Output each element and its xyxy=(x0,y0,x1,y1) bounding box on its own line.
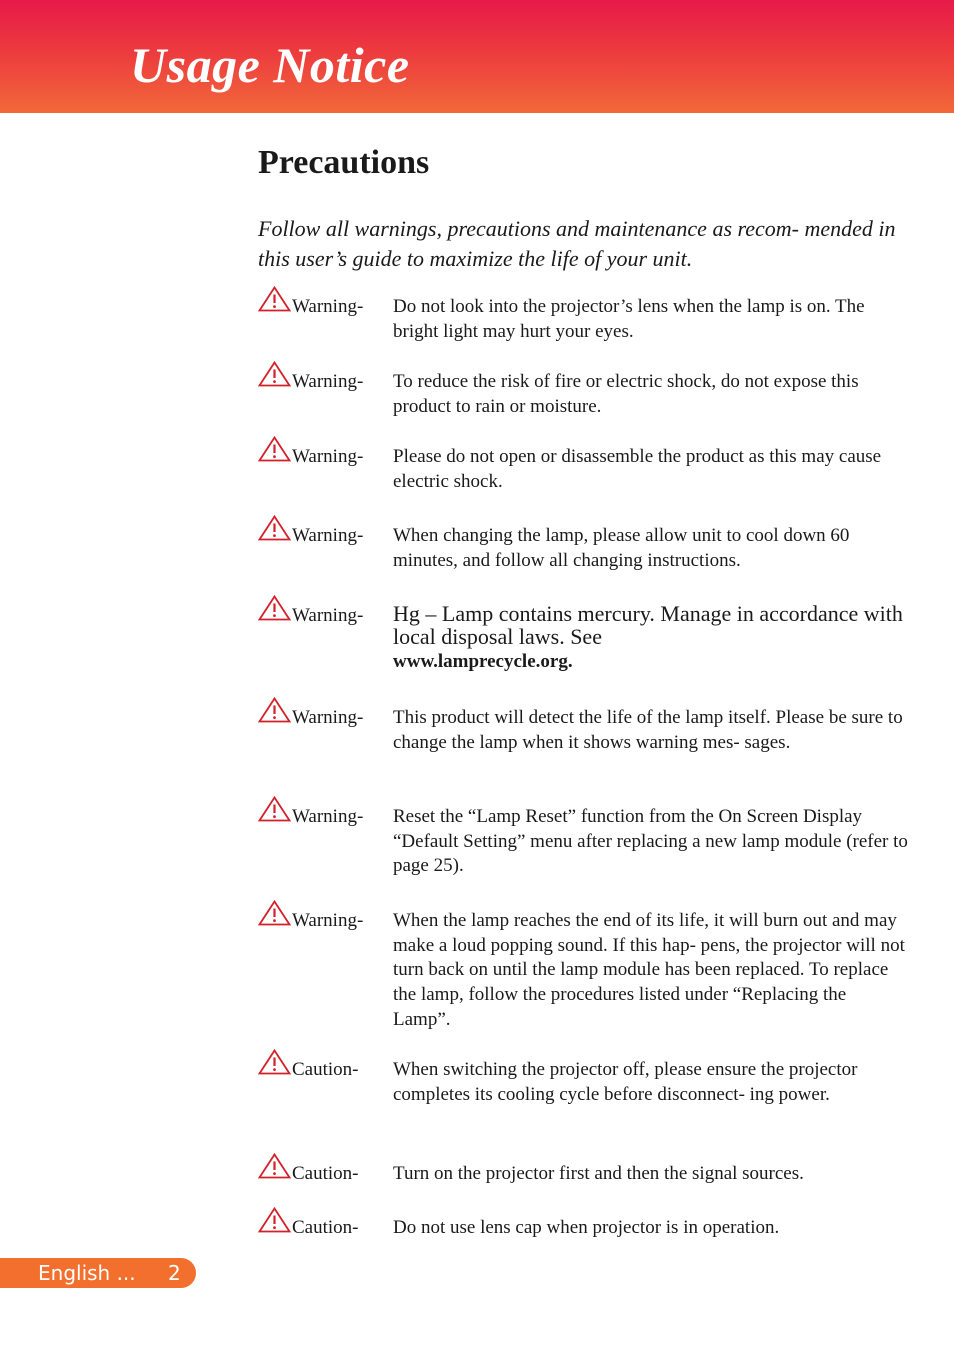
precaution-text: Do not use lens cap when projector is in operation. xyxy=(393,1217,780,1238)
warning-triangle-icon xyxy=(258,286,291,312)
warning-triangle-icon xyxy=(258,900,291,926)
precaution-label: Warning- xyxy=(292,446,364,467)
warning-triangle-icon xyxy=(258,697,291,723)
warning-triangle-icon xyxy=(258,515,291,541)
precaution-text-body: Hg – Lamp contains mercury. Manage in accordance with local disposal laws. See xyxy=(393,601,903,649)
precaution-item xyxy=(258,525,908,571)
precaution-text: Please do not open or disassemble the product as this may cause electric shock. xyxy=(393,446,882,492)
page-number: 2 xyxy=(168,1261,181,1285)
precaution-item xyxy=(258,296,908,342)
precaution-label: Warning- xyxy=(292,605,364,626)
precaution-label: Caution- xyxy=(292,1217,359,1238)
precaution-label: Caution- xyxy=(292,1163,359,1184)
precaution-item xyxy=(258,707,908,753)
page-title: Usage Notice xyxy=(130,37,410,93)
precaution-item xyxy=(258,1059,908,1105)
precaution-text: Do not look into the projector’s lens when the lamp is on. The bright light may hurt your eyes. xyxy=(393,296,865,342)
recycle-link[interactable]: www.lamprecycle.org. xyxy=(393,651,573,672)
precaution-item xyxy=(258,601,908,672)
precaution-text: When switching the projector off, please ensure the projector completes its cooling cycle before disconnect- ing power. xyxy=(393,1059,858,1105)
precaution-label: Warning- xyxy=(292,296,364,317)
precaution-item xyxy=(258,446,908,492)
precaution-item xyxy=(258,806,908,877)
precaution-item xyxy=(258,1163,908,1184)
warning-triangle-icon xyxy=(258,436,291,462)
precaution-item xyxy=(258,910,908,1030)
precaution-text: When the lamp reaches the end of its life, it will burn out and may make a loud popping sound. If this hap- pens, the projector will not turn back on until the lamp module has been replaced. To replace the lamp, follow the procedures listed under “Replacing the Lamp”. xyxy=(393,910,905,1030)
precaution-text: When changing the lamp, please allow unit to cool down 60 minutes, and follow all changing instructions. xyxy=(393,525,850,571)
precaution-text: Reset the “Lamp Reset” function from the On Screen Display “Default Setting” menu after replacing a new lamp module (refer to page 25). xyxy=(393,806,908,877)
precaution-label: Warning- xyxy=(292,806,364,827)
precaution-text: Turn on the projector first and then the signal sources. xyxy=(393,1163,804,1184)
header-banner xyxy=(0,0,954,113)
precaution-item xyxy=(258,1217,908,1238)
warning-triangle-icon xyxy=(258,1207,291,1233)
precaution-text: To reduce the risk of fire or electric shock, do not expose this product to rain or moisture. xyxy=(393,371,859,417)
intro-paragraph: Follow all warnings, precautions and maintenance as recom- mended in this user’s guide to maximize the life of your unit. xyxy=(258,216,896,271)
precaution-item xyxy=(258,371,908,417)
precaution-label: Caution- xyxy=(292,1059,359,1080)
footer-language: English ... xyxy=(38,1261,136,1285)
page-footer-tab xyxy=(0,1258,196,1288)
precaution-text xyxy=(393,602,908,673)
precaution-label: Warning- xyxy=(292,707,364,728)
warning-triangle-icon xyxy=(258,1153,291,1179)
precaution-label: Warning- xyxy=(292,910,364,931)
warning-triangle-icon xyxy=(258,361,291,387)
precaution-text: This product will detect the life of the lamp itself. Please be sure to change the lamp when it shows warning mes- sages. xyxy=(393,707,903,753)
warning-triangle-icon xyxy=(258,1049,291,1075)
precaution-label: Warning- xyxy=(292,525,364,546)
section-title: Precautions xyxy=(258,144,430,181)
precaution-label: Warning- xyxy=(292,371,364,392)
warning-triangle-icon xyxy=(258,595,291,621)
warning-triangle-icon xyxy=(258,796,291,822)
